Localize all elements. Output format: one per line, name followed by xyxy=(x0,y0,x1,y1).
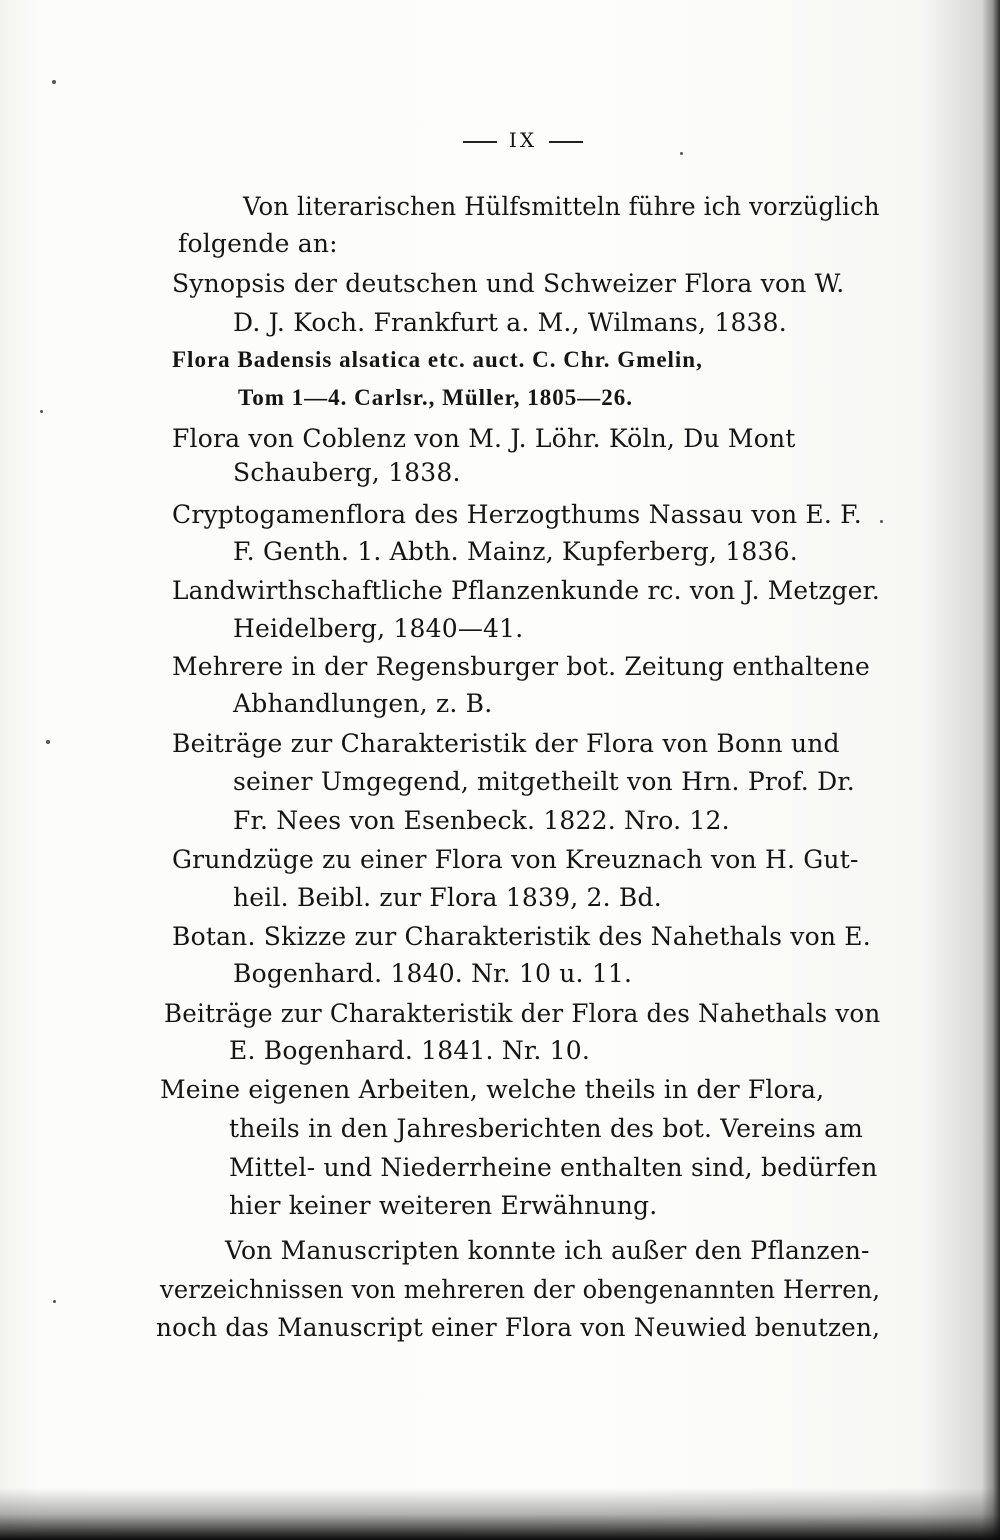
text-line-24: Meine eigenen Arbeiten, welche theils in der Flora, xyxy=(160,1075,825,1104)
text-line-15: Beiträge zur Charakteristik der Flora von Bonn und xyxy=(172,729,840,758)
text-line-14: Abhandlungen, z. B. xyxy=(233,689,493,718)
page-edge-shadow-right xyxy=(982,0,1000,1540)
text-line-25: theils in den Jahresberichten des bot. Vereins am xyxy=(229,1114,864,1143)
text-line-19: heil. Beibl. zur Flora 1839, 2. Bd. xyxy=(233,883,662,912)
text-line-16: seiner Umgegend, mitgetheilt von Hrn. Prof. Dr. xyxy=(233,767,855,796)
scan-speck xyxy=(680,152,683,155)
text-line-29: verzeichnissen von mehreren der obengenannten Herren, xyxy=(160,1275,881,1304)
text-line-18: Grundzüge zu einer Flora von Kreuznach von H. Gut- xyxy=(172,845,859,874)
text-line-4: D. J. Koch. Frankfurt a. M., Wilmans, 1838. xyxy=(233,308,787,337)
text-line-7: Flora von Coblenz von M. J. Löhr. Köln, Du Mont xyxy=(172,424,796,453)
text-line-22: Beiträge zur Charakteristik der Flora des Nahethals von xyxy=(164,999,881,1028)
scan-speck xyxy=(46,740,50,744)
scan-speck xyxy=(880,520,883,523)
text-line-30: noch das Manuscript einer Flora von Neuwied benutzen, xyxy=(156,1313,881,1342)
text-line-26: Mittel- und Niederrheine enthalten sind, bedürfen xyxy=(229,1153,878,1182)
text-line-5: Flora Badensis alsatica etc. auct. C. Chr. Gmelin, xyxy=(172,347,703,372)
page-edge-shadow-bottom xyxy=(0,1488,1000,1540)
page-number: IX xyxy=(508,128,538,152)
text-line-12: Heidelberg, 1840—41. xyxy=(233,614,524,643)
text-line-3: Synopsis der deutschen und Schweizer Flora von W. xyxy=(172,269,845,298)
text-line-1: Von literarischen Hülfsmitteln führe ich vorzüglich xyxy=(243,192,880,221)
text-line-27: hier keiner weiteren Erwähnung. xyxy=(229,1191,658,1220)
text-line-13: Mehrere in der Regensburger bot. Zeitung enthaltene xyxy=(172,652,871,681)
text-line-11: Landwirthschaftliche Pflanzenkunde rc. von J. Metzger. xyxy=(172,576,881,605)
text-line-21: Bogenhard. 1840. Nr. 10 u. 11. xyxy=(233,959,633,988)
header-dash-left xyxy=(463,141,497,143)
header-dash-right xyxy=(549,141,583,143)
text-line-28: Von Manuscripten konnte ich außer den Pflanzen- xyxy=(225,1236,870,1265)
text-line-8: Schauberg, 1838. xyxy=(233,458,461,487)
scan-speck xyxy=(53,1300,56,1303)
text-line-20: Botan. Skizze zur Charakteristik des Nahethals von E. xyxy=(172,922,871,951)
text-line-10: F. Genth. 1. Abth. Mainz, Kupferberg, 1836. xyxy=(233,537,798,566)
text-line-9: Cryptogamenflora des Herzogthums Nassau von E. F. xyxy=(172,500,862,529)
text-line-17: Fr. Nees von Esenbeck. 1822. Nro. 12. xyxy=(233,806,730,835)
text-line-2: folgende an: xyxy=(178,229,338,258)
text-line-6: Tom 1—4. Carlsr., Müller, 1805—26. xyxy=(238,385,633,410)
scan-speck xyxy=(40,410,43,413)
scan-speck xyxy=(52,80,56,84)
page-header xyxy=(438,128,608,152)
text-line-23: E. Bogenhard. 1841. Nr. 10. xyxy=(229,1036,590,1065)
